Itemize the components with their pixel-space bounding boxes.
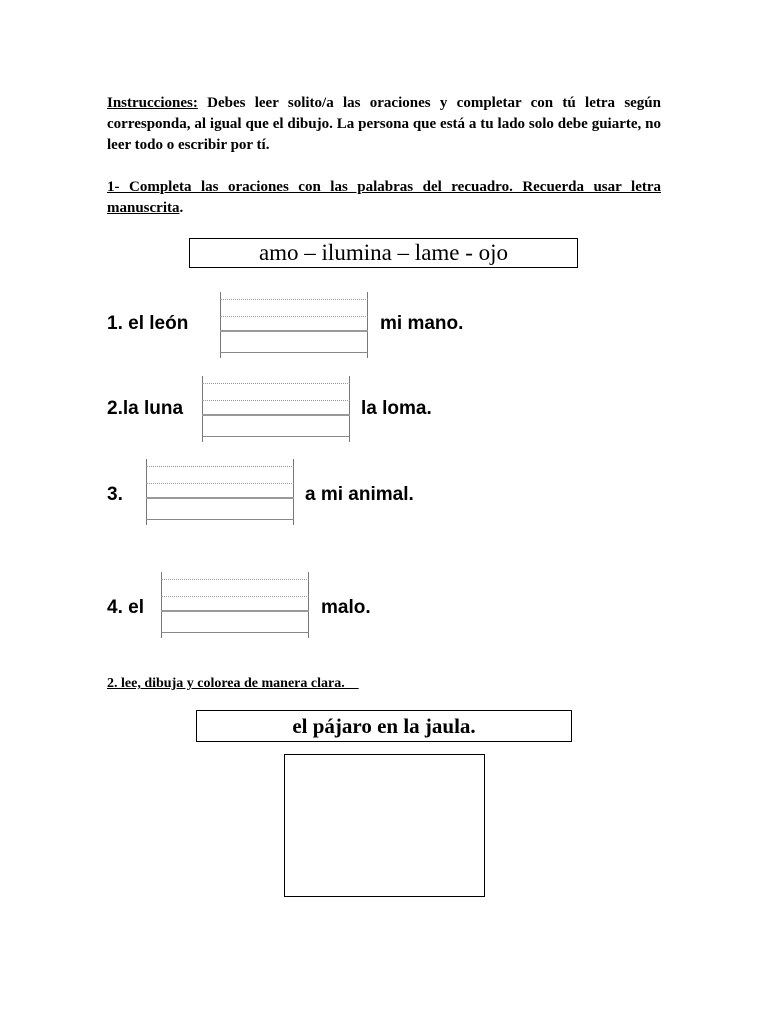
word-bank-box [189,238,578,268]
writing-line-bottom [220,352,368,353]
writing-line-base [220,330,368,332]
sentence-4-end: malo. [321,597,371,618]
sentence-2-start: 2.la luna [107,398,184,419]
section2-title: 2. lee, dibuja y colorea de manera clara. [107,676,359,691]
section1-title [107,177,661,219]
section1-title-text: 1- Completa las oraciones con las palabras del recuadro. Recuerda usar letra manuscrita [107,179,661,216]
writing-line-bottom [202,436,350,437]
writing-line-left-edge [161,572,162,638]
writing-lines-4[interactable] [161,572,309,638]
drawing-sentence-text: el pájaro en la jaula. [292,713,476,738]
writing-line-top [161,579,309,580]
sentence-3-start: 3. [107,484,123,505]
sentence-1-end: mi mano. [380,313,464,334]
writing-line-bottom [146,519,294,520]
writing-line-right-edge [349,376,350,442]
writing-line-base [202,414,350,416]
writing-line-right-edge [293,459,294,525]
instructions-paragraph [107,93,661,156]
writing-line-base [161,610,309,612]
writing-line-top [146,466,294,467]
writing-line-upper [161,596,309,597]
sentence-2-end: la loma. [361,398,432,419]
instructions-text: Debes leer solito/a las oraciones y completar con tú letra según corresponda, al igual que el dibujo. La persona que está a tu lado solo debe guiarte, no leer todo o escribir por tí. [107,95,661,153]
writing-line-bottom [161,632,309,633]
sentence-3-end: a mi animal. [305,484,414,505]
writing-line-upper [220,316,368,317]
writing-line-top [220,299,368,300]
writing-line-upper [202,400,350,401]
writing-line-left-edge [146,459,147,525]
sentence-4-start: 4. el [107,597,144,618]
instructions-label: Instrucciones: [107,95,198,111]
writing-line-top [202,383,350,384]
writing-lines-2[interactable] [202,376,350,442]
writing-line-left-edge [220,292,221,358]
writing-lines-1[interactable] [220,292,368,358]
writing-line-left-edge [202,376,203,442]
writing-line-right-edge [367,292,368,358]
writing-line-base [146,497,294,499]
sentence-1-start: 1. el león [107,313,189,334]
drawing-sentence-box [196,710,572,742]
drawing-area[interactable] [284,754,485,897]
writing-line-right-edge [308,572,309,638]
section1-title-end: . [179,200,184,216]
word-bank-text: amo – ilumina – lame - ojo [258,240,509,265]
writing-line-upper [146,483,294,484]
writing-lines-3[interactable] [146,459,294,525]
